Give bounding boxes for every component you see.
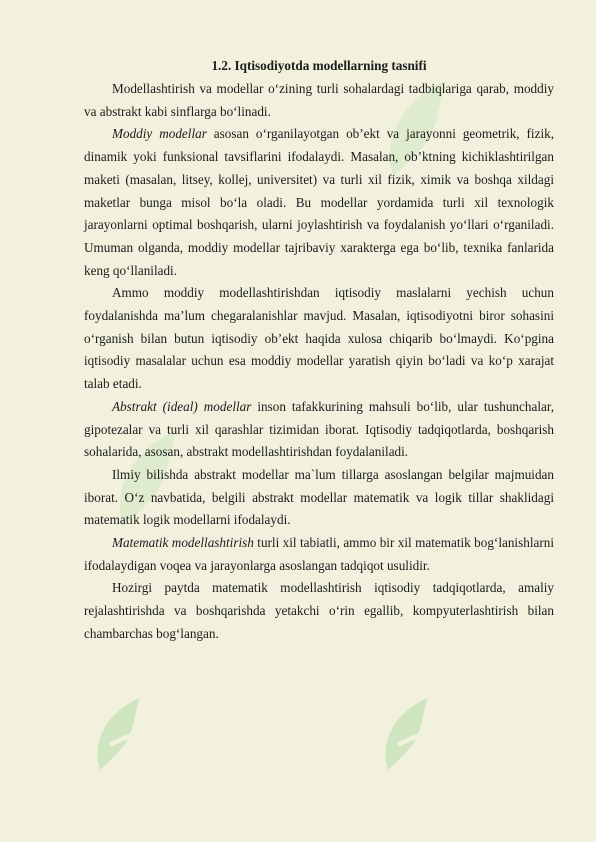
paragraph (84, 577, 554, 645)
paragraph-text: Modellashtirish va modellar o‘zining turli sohalardagi tadbiqlariga qarab, moddiy va abstrakt kabi sinflarga bo‘linadi. (84, 81, 554, 119)
paragraph-text: turli xil tabiatli, ammo bir xil matematik bog‘lanishlarni ifodalaydigan voqea va jarayonlarga asoslangan tadqiqot usulidir. (84, 535, 554, 573)
paragraph-text: Hozirgi paytda matematik modellashtirish iqtisodiy tadqiqotlarda, amaliy rejalashtirishda va boshqarishda yetakchi o‘rin egallib, kompyuterlashtirish bilan chambarchas bog‘langan. (84, 580, 554, 641)
paragraph-lead-term: Moddiy modellar (112, 126, 207, 142)
watermark-logo-icon (80, 690, 160, 780)
paragraph-text: inson tafakkurining mahsuli bo‘lib, ular tushunchalar, gipotezalar va turli xil qarashlar tizimidan iborat. Iqtisodiy tadqiqotlarda, boshqarish sohalarida, asosan, abstrakt modellashtirishdan foydalaniladi. (84, 398, 554, 460)
paragraph-text: asosan o‘rganilayotgan ob’ekt va jarayonni geometrik, fizik, dinamik yoki funksional tavsiflarini ifodalaydi. Masalan, ob’ktning kichiklashtirilgan maketi (masalan, litsey, kollej, universitet) va turli xil fizik, ximik va boshqa xildagi maketlar bunga misol bo‘la oladi. Bu modellar yordamida turli xil texnologik jarayonlarni optimal boshqarish, ularni joylashtirish va foydalanish yo‘llari o‘rganiladi. Umuman olganda, moddiy modellar tajribaviy xarakterga ega bo‘lib, texnika fanlarida keng qo‘llaniladi. (84, 126, 554, 278)
paragraph-lead-term: Matematik modellashtirish (112, 535, 254, 551)
document-page (84, 56, 554, 646)
paragraph (84, 78, 554, 123)
paragraph (84, 464, 554, 532)
paragraph (84, 396, 554, 464)
paragraph (84, 532, 554, 577)
watermark-logo-icon (368, 690, 448, 780)
section-title: 1.2. Iqtisodiyotda modellarning tasnifi (211, 58, 427, 73)
paragraph (84, 123, 554, 282)
paragraph-text: Ammo moddiy modellashtirishdan iqtisodiy maslalarni yechish uchun foydalanishda ma’lum chegaralanishlar mavjud. Masalan, iqtisodiyotni biror sohasini o‘rganish bilan butun iqtisodiy ob’ekt haqida xulosa chiqarib bo‘lmaydi. Ko‘pgina iqtisodiy masalalar uchun esa moddiy modellar yaratish qiyin bo‘ladi va ko‘p xarajat talab etadi. (84, 285, 554, 392)
paragraph-text: Ilmiy bilishda abstrakt modellar ma`lum tillarga asoslangan belgilar majmuidan iborat. O‘z navbatida, belgili abstrakt modellar matematik va logik tillar shaklidagi matematik logik modellarni ifodalaydi. (84, 466, 554, 528)
paragraph (84, 282, 554, 396)
paragraph-lead-term: Abstrakt (ideal) modellar (112, 398, 252, 414)
